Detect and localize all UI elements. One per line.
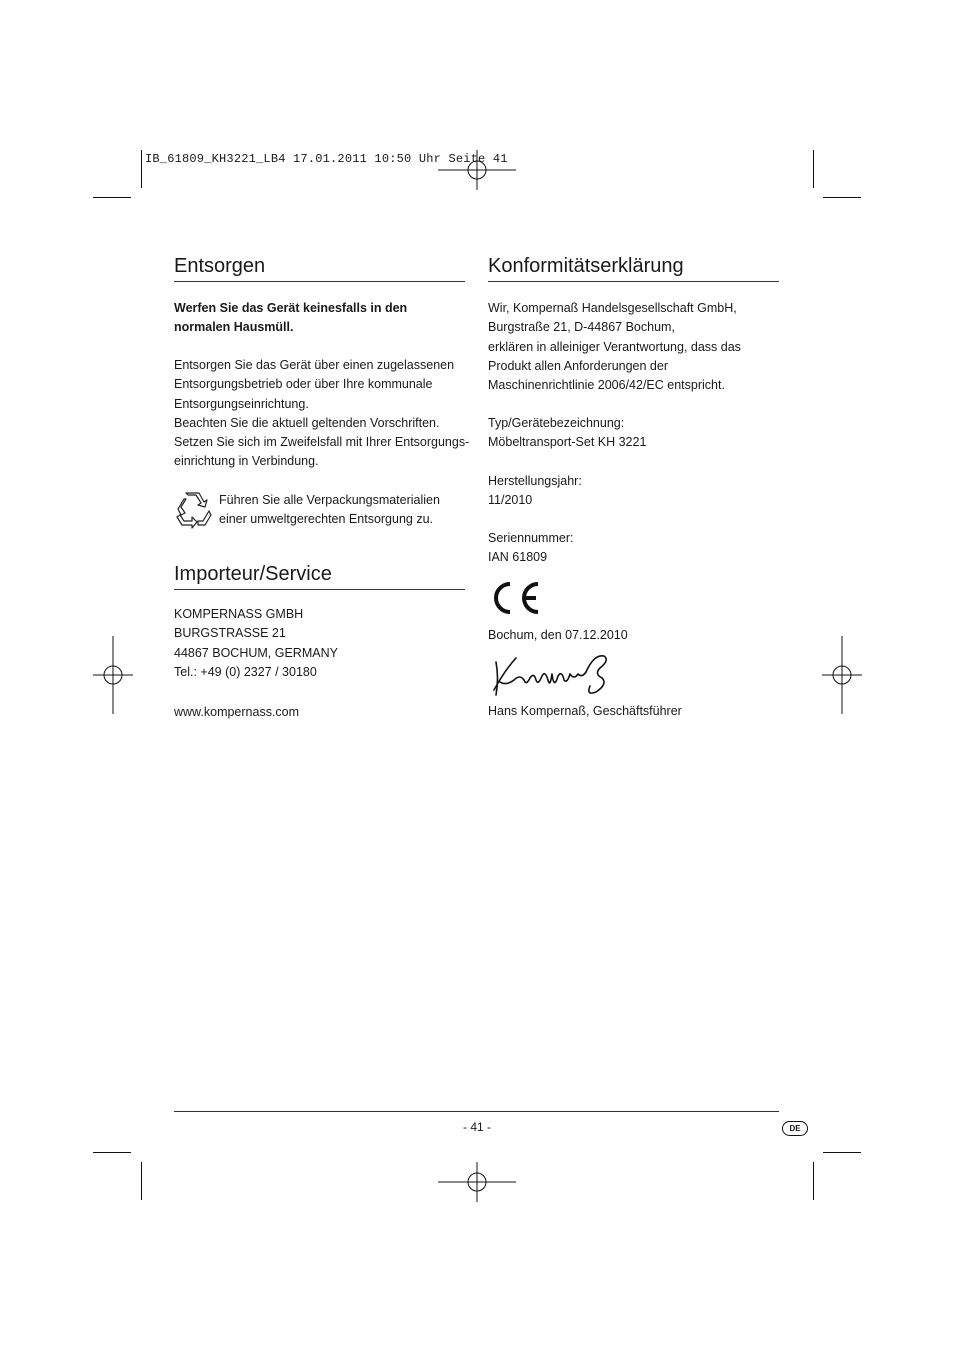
importer-address: KOMPERNASS GMBH BURGSTRASSE 21 44867 BOCHUM, GERMANY Tel.: +49 (0) 2327 / 30180	[174, 607, 338, 679]
crop-mark	[823, 1152, 861, 1153]
disposal-instructions: Entsorgen Sie das Gerät über einen zugelassenen Entsorgungsbetrieb oder über Ihre kommunale Entsorgungseinrichtung. Beachten Sie die aktuell geltenden Vorschriften. Setzen Sie sich im Zweifelsfall mit Ihrer Entsorgungs- einrichtung in Verbindung.	[174, 358, 470, 469]
print-slug: IB_61809_KH3221_LB4 17.01.2011 10:50 Uhr Seite 41	[145, 152, 508, 166]
crop-mark	[141, 1162, 142, 1200]
ce-mark-icon	[488, 579, 544, 617]
disposal-warning: Werfen Sie das Gerät keinesfalls in den normalen Hausmüll.	[174, 301, 408, 335]
recycle-icon	[174, 490, 214, 530]
section-title-konformitaet: Konformitätserklärung	[488, 255, 684, 277]
section-rule	[488, 281, 779, 282]
signature	[490, 650, 618, 700]
year-label: Herstellungsjahr:	[488, 474, 582, 488]
registration-mark-icon	[438, 150, 516, 190]
type-label: Typ/Gerätebezeichnung:	[488, 416, 625, 430]
footer-rule	[174, 1111, 779, 1112]
crop-mark	[93, 197, 131, 198]
registration-mark-icon	[93, 636, 133, 714]
registration-mark-icon	[822, 636, 862, 714]
serial-value: IAN 61809	[488, 550, 548, 564]
crop-mark	[813, 1162, 814, 1200]
place-date: Bochum, den 07.12.2010	[488, 628, 628, 642]
crop-mark	[823, 197, 861, 198]
serial-label: Seriennummer:	[488, 531, 574, 545]
signatory: Hans Kompernaß, Geschäftsführer	[488, 704, 682, 718]
year-value: 11/2010	[488, 493, 533, 507]
crop-mark	[141, 150, 142, 188]
section-rule	[174, 589, 465, 590]
packaging-note: Führen Sie alle Verpackungsmaterialien einer umweltgerechten Entsorgung zu.	[219, 493, 440, 527]
crop-mark	[93, 1152, 131, 1153]
page-number: - 41 -	[462, 1120, 491, 1134]
importer-website[interactable]: www.kompernass.com	[174, 705, 300, 719]
section-rule	[174, 281, 465, 282]
type-value: Möbeltransport-Set KH 3221	[488, 435, 647, 449]
section-title-entsorgen: Entsorgen	[174, 255, 266, 277]
conformity-intro: Wir, Kompernaß Handelsgesellschaft GmbH, Burgstraße 21, D-44867 Bochum, erklären in alleiniger Verantwortung, dass das Produkt allen Anforderungen der Maschinenrichtlinie 2006/42/EC entspricht.	[488, 301, 741, 393]
language-badge: DE	[782, 1121, 808, 1136]
section-title-importeur: Importeur/Service	[174, 563, 332, 585]
crop-mark	[813, 150, 814, 188]
registration-mark-icon	[438, 1162, 516, 1202]
